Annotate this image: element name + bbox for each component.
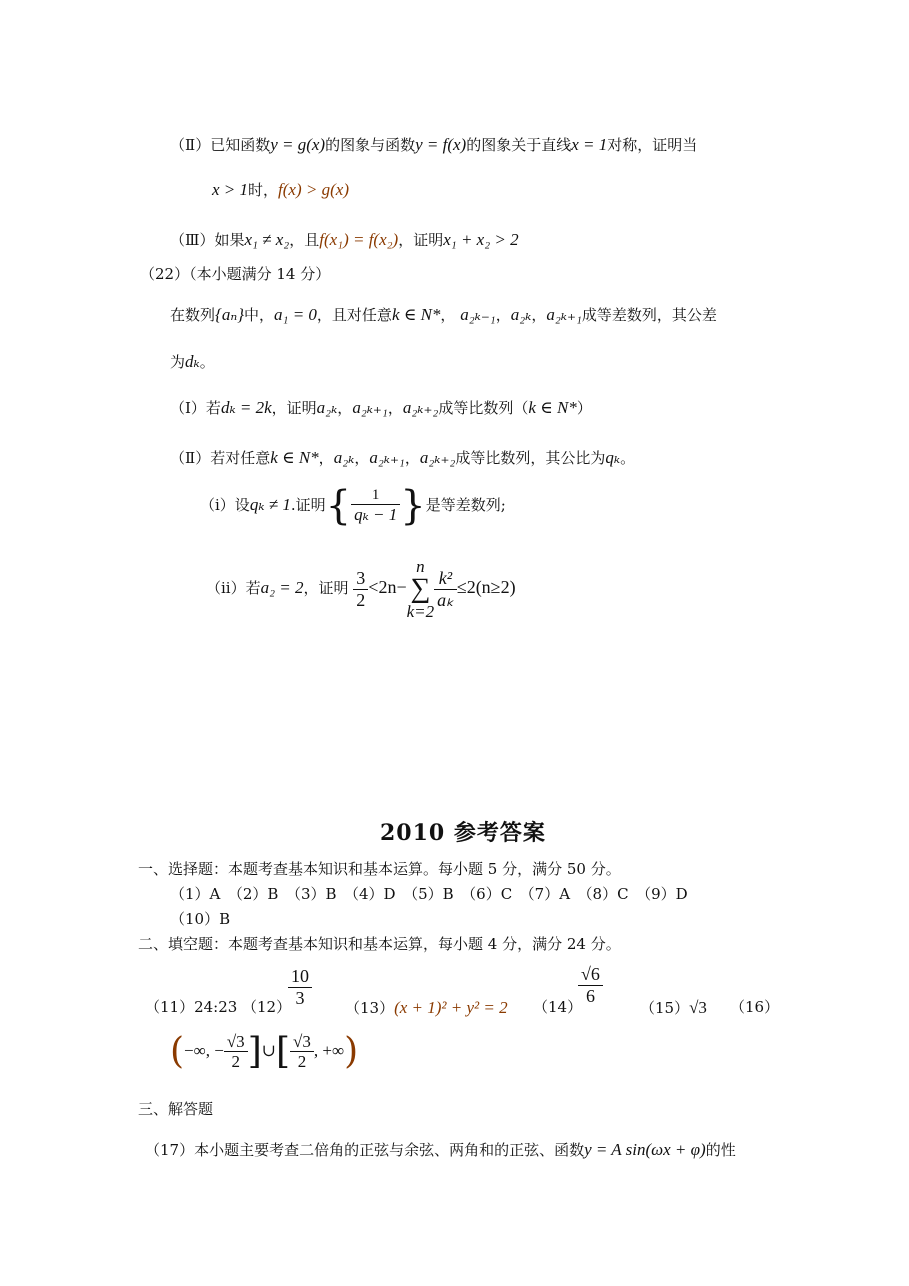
text: 的图象关于直线 [466, 136, 572, 154]
numerator: 1 [351, 487, 400, 505]
formula-sqrt3: √3 [689, 998, 707, 1017]
text: −∞, − [184, 1041, 224, 1061]
denominator: 6 [585, 985, 595, 1006]
q22-part2 [170, 448, 635, 468]
text: ，且 [289, 231, 320, 249]
formula-g3: a₂ₖ₊₂ [402, 398, 439, 417]
formula-k: k ∈ N* [528, 398, 577, 417]
paren-left: ( [170, 1031, 185, 1072]
text: 。 [199, 353, 215, 371]
q22-part2-ii [206, 558, 516, 620]
text: 对称，证明当 [607, 136, 698, 154]
text: 成等比数列（ [438, 399, 529, 417]
numerator: √6 [578, 964, 603, 986]
text: ， [440, 306, 456, 324]
answer-12-label: （12） [242, 998, 292, 1016]
section-1: 一、选择题：本题考查基本知识和基本运算。每小题 5 分，满分 50 分。 [138, 860, 621, 878]
text: ，证明 [398, 231, 444, 249]
text: ， [318, 449, 334, 467]
answer-13 [345, 998, 508, 1018]
formula-cond: x > 1 [212, 180, 249, 199]
choice-answers: （1）A （2）B （3）B （4）D （5）B （6）C （7）A （8）C （9）D [170, 885, 688, 903]
term-fraction [434, 568, 457, 610]
denominator: 3 [295, 987, 305, 1008]
answer-15 [640, 998, 707, 1018]
formula-sine: y = A sin(ωx + φ) [584, 1140, 706, 1159]
text: <2n− [368, 577, 407, 597]
formula-g1: a₂ₖ [316, 398, 338, 417]
text: 在数列 [170, 306, 216, 324]
answer-11: （11）24:23 [145, 998, 238, 1016]
text: （i）设 [200, 496, 250, 514]
paren-right: ) [344, 1031, 359, 1072]
text: 的性 [705, 1141, 736, 1159]
answer-14-label: （14） [533, 998, 583, 1016]
text: （ii）若 [206, 579, 261, 597]
text: ， [495, 306, 511, 324]
sum-symbol: ∑ [410, 573, 431, 604]
denominator: 2 [297, 1052, 307, 1072]
numerator: √3 [224, 1032, 248, 1053]
q22-part1 [170, 398, 592, 418]
text: ， [531, 306, 547, 324]
text: ， [387, 399, 403, 417]
denominator: 2 [231, 1052, 241, 1072]
union: ∪ [261, 1041, 276, 1062]
q22-intro-line1 [170, 305, 717, 325]
formula-sum: x₁ + x₂ > 2 [443, 230, 519, 249]
q22-part2-i [200, 482, 506, 530]
lhs-fraction [353, 568, 368, 610]
formula-h3: a₂ₖ₊₂ [419, 448, 456, 467]
text: 为 [170, 353, 186, 371]
text: ，证明 [303, 579, 349, 597]
q21-part2-line2 [212, 180, 349, 200]
q22-intro-line2 [170, 352, 215, 372]
text: , +∞ [313, 1041, 345, 1061]
formula-f-eq: f(x₁) = f(x₂) [319, 230, 399, 249]
text: （Ⅲ）如果 [170, 231, 245, 249]
sum-top: n [416, 557, 425, 576]
text: ，证明 [271, 399, 317, 417]
formula-term3: a₂ₖ₊₁ [546, 305, 582, 324]
numerator: 3 [353, 568, 368, 590]
text: （Ⅱ）若对任意 [170, 449, 271, 467]
answer-14 [578, 964, 603, 1006]
summation [407, 558, 435, 620]
answer-16-label: （16） [730, 998, 780, 1016]
formula-a1: a₁ = 0 [274, 305, 317, 324]
formula-g2: a₂ₖ₊₁ [352, 398, 388, 417]
brace-left: { [325, 483, 352, 529]
formula-circle: (x + 1)² + y² = 2 [394, 998, 508, 1017]
text: （Ⅱ）已知函数 [170, 136, 271, 154]
formula-dk-eq: dₖ = 2k [220, 398, 272, 417]
fraction [224, 1032, 248, 1072]
formula-y-g: y = g(x) [270, 135, 326, 154]
numerator: 10 [288, 966, 312, 988]
section-3: 三、解答题 [138, 1100, 214, 1118]
text: 成等差数列，其公差 [581, 306, 717, 324]
fraction [578, 964, 603, 1006]
brace-right: } [400, 483, 426, 529]
formula-h1: a₂ₖ [333, 448, 355, 467]
denominator: aₖ [437, 589, 454, 610]
numerator: √3 [290, 1032, 314, 1053]
text: 成等比数列，其公比为 [455, 449, 606, 467]
text: ， [337, 399, 353, 417]
formula-ineq: f(x) > g(x) [278, 180, 349, 199]
formula-k: k ∈ N* [391, 305, 441, 324]
text: （17）本小题主要考查二倍角的正弦与余弦、两角和的正弦、函数 [145, 1141, 585, 1159]
text: 。 [620, 449, 636, 467]
formula-line: x = 1 [571, 135, 608, 154]
formula-a2: a₂ = 2 [260, 578, 304, 597]
text: ， [354, 449, 370, 467]
answer-12 [288, 966, 312, 1008]
formula-seq: {aₙ} [215, 305, 245, 324]
text: ） [576, 399, 592, 417]
answers-title: 2010 参考答案 [380, 820, 546, 846]
bracket-right: ] [247, 1031, 262, 1072]
answer-16 [170, 1030, 358, 1073]
text: 时， [248, 181, 279, 199]
text: ，且对任意 [316, 306, 392, 324]
formula-h2: a₂ₖ₊₁ [369, 448, 405, 467]
text: 的图象与函数 [325, 136, 416, 154]
bracket-left: [ [275, 1031, 291, 1072]
text: （13） [345, 999, 395, 1017]
text: ， [404, 449, 420, 467]
formula-y-f: y = f(x) [415, 135, 467, 154]
sum-bottom: k=2 [406, 602, 435, 621]
formula-k: k ∈ N* [270, 448, 319, 467]
formula-qk: qₖ [605, 448, 621, 467]
q17-intro [145, 1140, 736, 1160]
formula-term1: a₂ₖ₋₁ [460, 305, 496, 324]
q22-header: （22）（本小题满分 14 分） [140, 265, 331, 283]
denominator: 2 [356, 589, 366, 610]
formula-q-neq: qₖ ≠ 1 [249, 495, 291, 514]
text: 是等差数列; [425, 496, 506, 514]
section-2: 二、填空题：本题考查基本知识和基本运算，每小题 4 分，满分 24 分。 [138, 935, 621, 953]
fraction [290, 1032, 314, 1072]
formula-term2: a₂ₖ [510, 305, 532, 324]
formula-dk: dₖ [185, 352, 200, 371]
fraction [351, 487, 400, 525]
text: 中， [244, 306, 275, 324]
text: （Ⅰ）若 [170, 399, 221, 417]
text: ≤2(n≥2) [456, 577, 516, 597]
q21-part3 [170, 230, 519, 250]
text: .证明 [290, 496, 326, 514]
formula-x-neq: x₁ ≠ x₂ [244, 230, 290, 249]
numerator: k² [434, 568, 457, 590]
q21-part2-line1 [170, 135, 697, 155]
denominator: qₖ − 1 [354, 505, 398, 525]
text: （15） [640, 999, 690, 1017]
choice-answer-10: （10）B [170, 910, 231, 928]
fraction [288, 966, 312, 1008]
